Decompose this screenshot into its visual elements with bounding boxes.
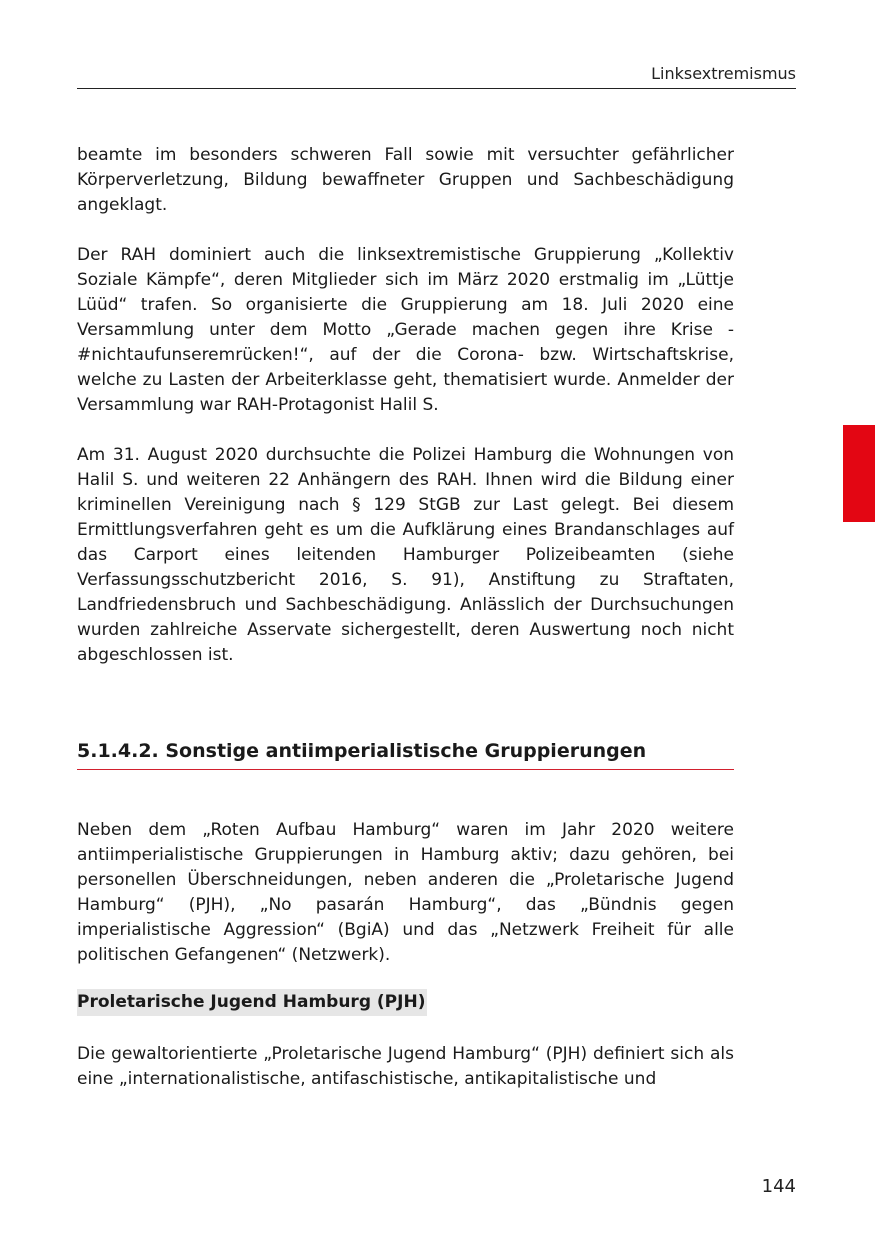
running-header [77, 63, 796, 89]
body-paragraph-2: Der RAH dominiert auch die linksextremistische Gruppierung „Kollektiv Soziale Kämpfe“, deren Mitglieder sich im März 2020 erstmalig im „Lüttje Lüüd“ trafen. So organisierte die Gruppierung am 18. Juli 2020 eine Versammlung unter dem Motto „Gerade machen gegen ihre Krise - #nichtaufunseremrücken!“, auf der die Corona- bzw. Wirtschaftskrise, welche zu Lasten der Arbeiterklasse geht, thematisiert wurde. Anmelder der Versammlung war RAH-Protagonist Halil S. [77, 245, 734, 415]
section-heading: 5.1.4.2. Sonstige antiimperialistische Gruppierungen [77, 738, 734, 770]
body-paragraph-1: beamte im besonders schweren Fall sowie mit versuchter gefährlicher Körperverletzung, Bildung bewaffneter Gruppen und Sachbeschädigung angeklagt. [77, 145, 734, 215]
body-paragraph-3: Am 31. August 2020 durchsuchte die Polizei Hamburg die Wohnungen von Halil S. und weiteren 22 Anhängern des RAH. Ihnen wird die Bildung einer kriminellen Vereinigung nach § 129 StGB zur Last gelegt. Bei diesem Ermittlungsverfahren geht es um die Aufklärung eines Brandanschlages auf das Carport eines leitenden Hamburger Polizeibeamten (siehe Verfassungsschutzbericht 2016, S. 91), Anstiftung zu Straftaten, Landfriedensbruch und Sachbeschädigung. Anlässlich der Durchsuchungen wurden zahlreiche Asservate sichergestellt, deren Auswertung noch nicht abgeschlossen ist. [77, 445, 734, 665]
running-title: Linksextremismus [651, 64, 796, 83]
body-paragraph-4: Neben dem „Roten Aufbau Hamburg“ waren im Jahr 2020 weitere antiimperialistische Gruppierungen in Hamburg aktiv; dazu gehören, bei personellen Überschneidungen, neben anderen die „Proletarische Jugend Hamburg“ (PJH), „No pasarán Hamburg“, das „Bündnis gegen imperialistische Aggression“ (BgiA) und das „Netzwerk Freiheit für alle politischen Gefangenen“ (Netzwerk). [77, 820, 734, 965]
subsection-heading: Proletarische Jugend Hamburg (PJH) [77, 989, 427, 1016]
chapter-tab-marker [843, 425, 875, 522]
body-paragraph-5: Die gewaltorientierte „Proletarische Jugend Hamburg“ (PJH) definiert sich als eine „internationalistische, antifaschistische, antikapitalistische und [77, 1044, 734, 1089]
page-number: 144 [761, 1176, 796, 1197]
